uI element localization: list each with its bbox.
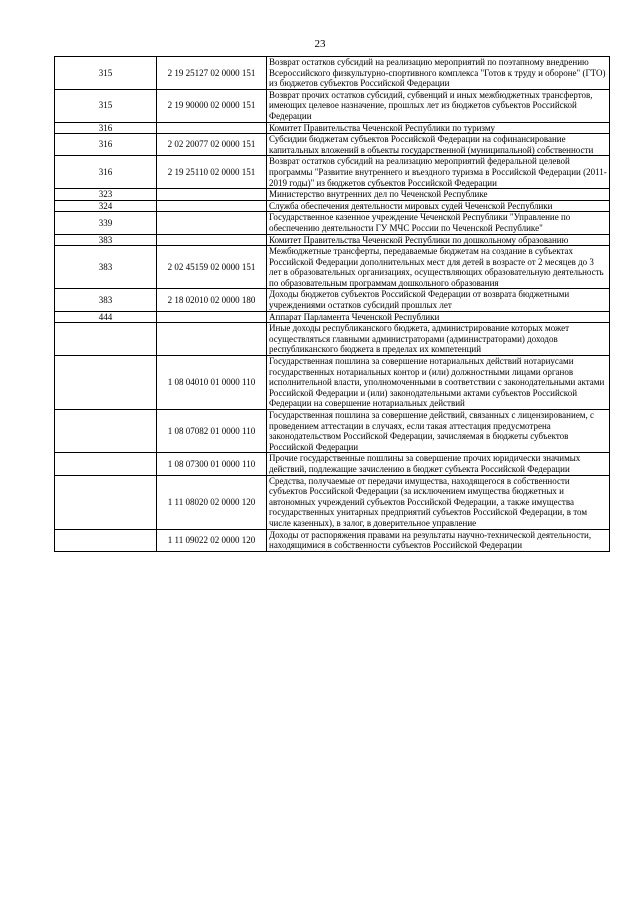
income-name-cell: Доходы бюджетов субъектов Российской Федерации от возврата бюджетными учреждениями остатков субсидий прошлых лет [267,289,610,311]
admin-code-cell [55,356,157,410]
table-row [55,122,610,134]
admin-code-cell: 316 [55,122,157,134]
table-row [55,189,610,201]
table-body [55,57,610,552]
admin-code-cell: 383 [55,289,157,311]
income-name-cell: Возврат остатков субсидий на реализацию мероприятий федеральной целевой программы "Развитие внутреннего и въездного туризма в Российской Федерации (2011-2019 годы)" из бюджетов субъектов Российской Федерации [267,156,610,189]
income-name-cell: Государственное казенное учреждение Чеченской Республики "Управление по обеспечению деятельности ГУ МЧС России по Чеченской Республике" [267,212,610,234]
income-code-cell: 1 08 04010 01 0000 110 [157,356,267,410]
admin-code-cell [55,529,157,551]
income-name-cell: Государственная пошлина за совершение нотариальных действий нотариусами государственных нотариальных контор и (или) должностными лицами органов исполнительной власти, уполномоченными в соответствии с законодательными актами Российской Федерации и (или) законодательными актами субъектов Российской Федерации на совершение нотариальных действий [267,356,610,410]
page-number: 23 [314,38,326,50]
table-row [55,356,610,410]
income-code-cell: 2 19 25110 02 0000 151 [157,156,267,189]
admin-code-cell: 323 [55,189,157,201]
table-row [55,134,610,156]
income-name-cell: Возврат прочих остатков субсидий, субвенций и иных межбюджетных трансфертов, имеющих целевое назначение, прошлых лет из бюджетов субъектов Российской Федерации [267,89,610,122]
admin-code-cell: 324 [55,200,157,212]
table-row [55,453,610,475]
income-code-cell [157,122,267,134]
admin-code-cell: 316 [55,134,157,156]
income-name-cell: Доходы от распоряжения правами на результаты научно-технической деятельности, находящимися в собственности субъектов Российской Федерации [267,529,610,551]
admin-code-cell: 339 [55,212,157,234]
income-code-cell: 1 11 09022 02 0000 120 [157,529,267,551]
income-name-cell: Прочие государственные пошлины за совершение прочих юридически значимых действий, подлежащие зачислению в бюджет субъекта Российской Федерации [267,453,610,475]
income-name-cell: Министерство внутренних дел по Чеченской Республике [267,189,610,201]
income-name-cell: Аппарат Парламента Чеченской Республики [267,311,610,323]
income-code-cell: 2 02 20077 02 0000 151 [157,134,267,156]
admin-code-cell [55,453,157,475]
budget-classification-table [54,56,610,552]
table-row [55,323,610,356]
income-code-cell [157,311,267,323]
income-code-cell: 1 11 08020 02 0000 120 [157,475,267,529]
admin-code-cell: 383 [55,234,157,246]
income-name-cell: Иные доходы республиканского бюджета, администрирование которых может осуществляться главными администраторами (администраторами) доходов республиканского бюджета в пределах их компетенций [267,323,610,356]
income-name-cell: Комитет Правительства Чеченской Республики по туризму [267,122,610,134]
income-code-cell: 2 02 45159 02 0000 151 [157,246,267,289]
income-name-cell: Средства, получаемые от передачи имущества, находящегося в собственности субъектов Российской Федерации (за исключением имущества бюджетных и автономных учреждений субъектов Российской Федерации, а также имущества государственных унитарных предприятий субъектов Российской Федерации, в том числе казенных), в залог, в доверительное управление [267,475,610,529]
income-code-cell: 2 19 90000 02 0000 151 [157,89,267,122]
income-name-cell: Служба обеспечения деятельности мировых судей Чеченской Республики [267,200,610,212]
income-name-cell: Субсидии бюджетам субъектов Российской Федерации на софинансирование капитальных вложений в объекты государственной (муниципальной) собственности [267,134,610,156]
admin-code-cell: 444 [55,311,157,323]
income-code-cell: 2 19 25127 02 0000 151 [157,57,267,90]
income-name-cell: Возврат остатков субсидий на реализацию мероприятий по поэтапному внедрению Всероссийского физкультурно-спортивного комплекса "Готов к труду и обороне" (ГТО) из бюджетов субъектов Российской Федерации [267,57,610,90]
income-code-cell [157,323,267,356]
table-row [55,529,610,551]
admin-code-cell [55,323,157,356]
table-row [55,89,610,122]
table-row [55,289,610,311]
income-code-cell: 1 08 07082 01 0000 110 [157,410,267,453]
table-row [55,234,610,246]
income-code-cell [157,234,267,246]
income-code-cell: 1 08 07300 01 0000 110 [157,453,267,475]
admin-code-cell [55,410,157,453]
admin-code-cell [55,475,157,529]
admin-code-cell: 383 [55,246,157,289]
table-row [55,212,610,234]
income-code-cell [157,189,267,201]
table-row [55,475,610,529]
table-row [55,410,610,453]
table-row [55,246,610,289]
income-code-cell [157,212,267,234]
table-row [55,200,610,212]
admin-code-cell: 315 [55,57,157,90]
admin-code-cell: 316 [55,156,157,189]
admin-code-cell: 315 [55,89,157,122]
income-name-cell: Государственная пошлина за совершение действий, связанных с лицензированием, с проведением аттестации в случаях, если такая аттестация предусмотрена законодательством Российской Федерации, зачисляемая в бюджеты субъектов Российской Федерации [267,410,610,453]
income-code-cell [157,200,267,212]
income-code-cell: 2 18 02010 02 0000 180 [157,289,267,311]
income-name-cell: Межбюджетные трансферты, передаваемые бюджетам на создание в субъектах Российской Федерации дополнительных мест для детей в возрасте от 2 месяцев до 3 лет в образовательных организациях, осуществляющих образовательную деятельность по образовательным программам дошкольного образования [267,246,610,289]
table-row [55,156,610,189]
income-name-cell: Комитет Правительства Чеченской Республики по дошкольному образованию [267,234,610,246]
table-row [55,311,610,323]
table-row [55,57,610,90]
